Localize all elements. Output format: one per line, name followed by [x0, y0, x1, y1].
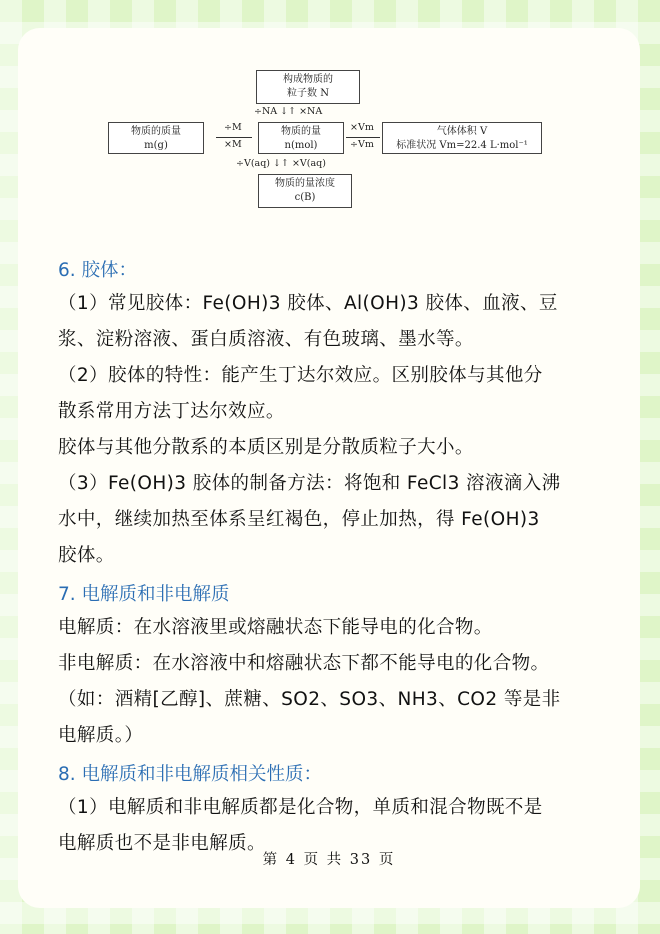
- op-avogadro: ÷NA ↓↑ ×NA: [254, 106, 323, 117]
- text-content: [58, 256, 618, 862]
- paragraph-line: 电解质。）: [58, 725, 144, 746]
- paragraph-line: 胶体与其他分散系的本质区别是分散质粒子大小。: [58, 437, 474, 458]
- box-amount: 物质的量 n(mol): [258, 122, 344, 154]
- box-concentration: 物质的量浓度 c(B): [258, 174, 352, 208]
- section-heading: 6. 胶体：: [58, 260, 138, 281]
- page-number: 第 4 页 共 33 页: [262, 852, 396, 868]
- paragraph-line: 非电解质：在水溶液中和熔融状态下都不能导电的化合物。: [58, 653, 550, 674]
- page-card: [18, 28, 640, 908]
- paragraph-line: 电解质：在水溶液里或熔融状态下能导电的化合物。: [58, 617, 493, 638]
- paragraph-line: （1）常见胶体：Fe(OH)3 胶体、Al(OH)3 胶体、血液、豆: [58, 293, 558, 314]
- paragraph-line: （如：酒精[乙醇]、蔗糖、SO2、SO3、NH3、CO2 等是非: [58, 689, 561, 710]
- paragraph-line: 水中，继续加热至体系呈红褐色，停止加热，得 Fe(OH)3: [58, 509, 540, 530]
- arrow-line: [216, 137, 252, 138]
- op-molar-mass-bottom: ×M: [224, 139, 242, 150]
- paragraph-line: 胶体。: [58, 545, 115, 566]
- arrow-line: [346, 137, 380, 138]
- op-molar-volume-bottom: ÷Vm: [350, 139, 374, 150]
- op-molar-mass-top: ÷M: [224, 122, 242, 133]
- conversion-diagram: [108, 70, 548, 230]
- paragraph-line: （3）Fe(OH)3 胶体的制备方法：将饱和 FeCl3 溶液滴入沸: [58, 473, 561, 494]
- paragraph-line: 浆、淀粉溶液、蛋白质溶液、有色玻璃、墨水等。: [58, 329, 474, 350]
- paragraph-line: （1）电解质和非电解质都是化合物，单质和混合物既不是: [58, 797, 543, 818]
- paragraph-line: 电解质也不是非电解质。: [58, 833, 266, 854]
- box-mass: 物质的质量 m(g): [108, 122, 204, 154]
- op-molar-volume-top: ×Vm: [350, 122, 374, 133]
- paragraph-line: （2）胶体的特性：能产生丁达尔效应。区别胶体与其他分: [58, 365, 543, 386]
- op-solution-volume: ÷V(aq) ↓↑ ×V(aq): [236, 158, 326, 169]
- box-particle-count: 构成物质的 粒子数 N: [256, 70, 360, 104]
- box-gas-volume: 气体体积 V 标准状况 Vm=22.4 L·mol⁻¹: [382, 122, 542, 154]
- section-heading: 8. 电解质和非电解质相关性质：: [58, 764, 323, 785]
- paragraph-line: 散系常用方法丁达尔效应。: [58, 401, 285, 422]
- section-heading: 7. 电解质和非电解质: [58, 584, 230, 605]
